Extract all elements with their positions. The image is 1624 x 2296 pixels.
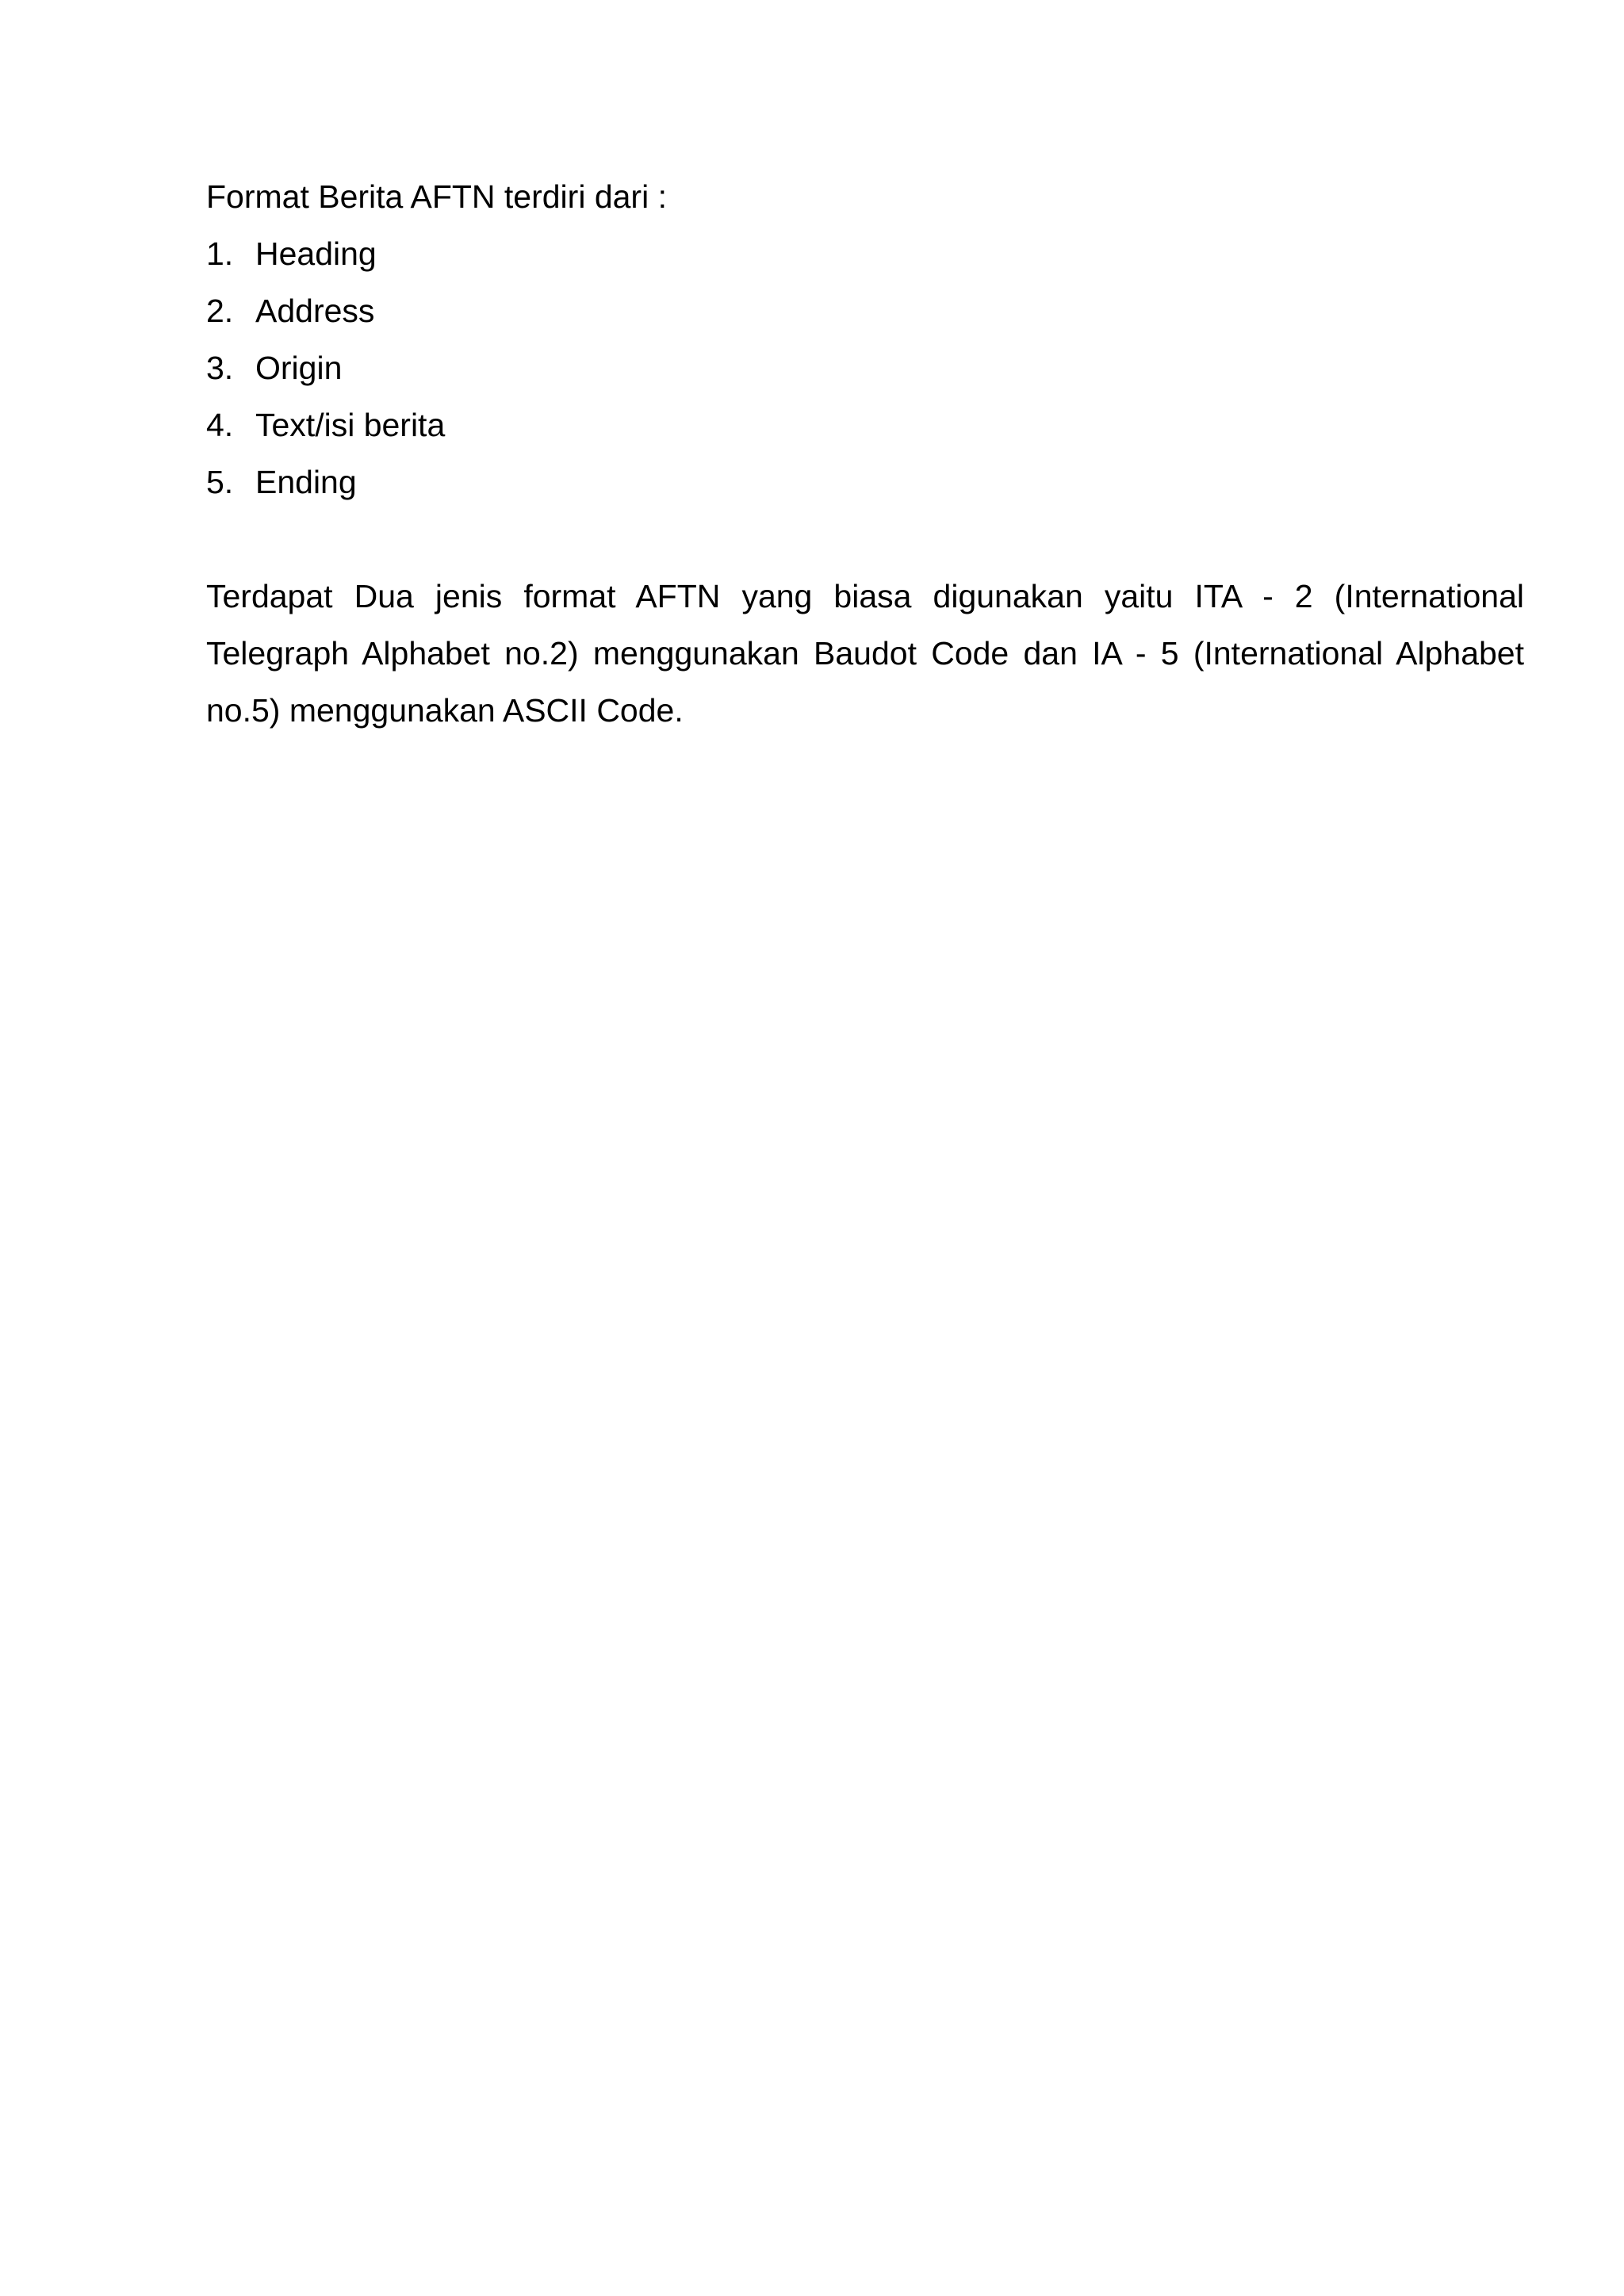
list-item xyxy=(206,282,1524,339)
list-text: Origin xyxy=(255,350,343,386)
list-text: Address xyxy=(255,293,375,329)
list-number: 3. xyxy=(206,350,234,386)
list-number: 1. xyxy=(206,235,234,272)
list-text: Text/isi berita xyxy=(255,407,446,443)
list-item xyxy=(206,396,1524,453)
list-text: Ending xyxy=(255,464,357,500)
list-item xyxy=(206,339,1524,396)
list-number: 4. xyxy=(206,407,234,443)
list-number: 5. xyxy=(206,464,234,500)
document-body xyxy=(206,168,1524,739)
list-text: Heading xyxy=(255,235,377,272)
format-list xyxy=(206,225,1524,511)
list-item xyxy=(206,453,1524,511)
body-paragraph: Terdapat Dua jenis format AFTN yang biasa digunakan yaitu ITA - 2 (International Telegraph Alphabet no.2) menggunakan Baudot Code dan IA - 5 (International Alphabet no.5) menggunakan ASCII Code. xyxy=(206,578,1524,729)
list-number: 2. xyxy=(206,293,234,329)
list-item xyxy=(206,225,1524,282)
intro-text: Format Berita AFTN terdiri dari : xyxy=(206,178,667,215)
